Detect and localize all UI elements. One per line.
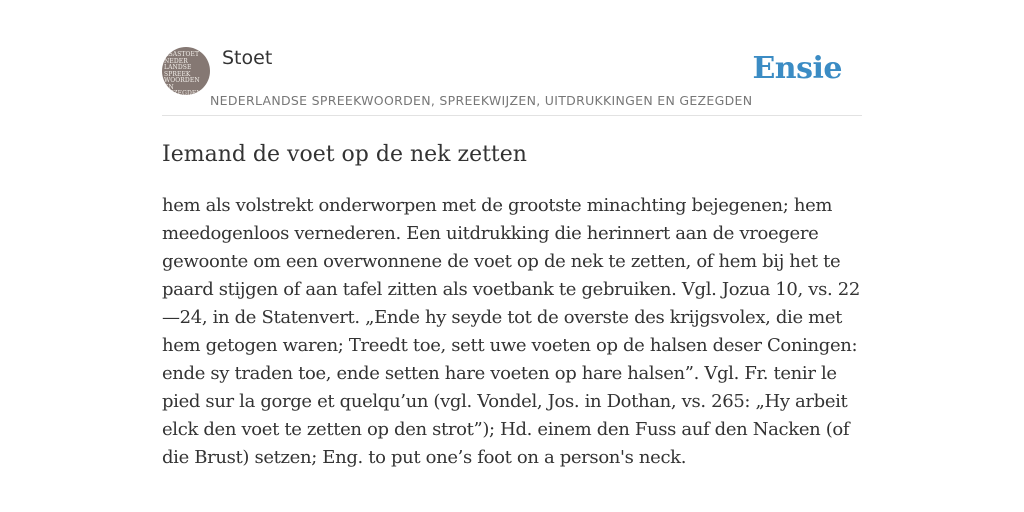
brand-logo[interactable]: Ensie — [752, 51, 842, 86]
avatar[interactable] — [162, 47, 210, 95]
avatar-cover-text: KSASTOET NEDER LANDSE SPREEK WOORDEN EN GEZEGDEN — [164, 51, 202, 95]
entry-title: Iemand de voet op de nek zetten — [162, 142, 527, 167]
source-subtitle[interactable]: NEDERLANDSE SPREEKWOORDEN, SPREEKWIJZEN, UITDRUKKINGEN EN GEZEGDEN — [210, 93, 753, 108]
entry-definition: hem als volstrekt onderworpen met de grootste minachting bejegenen; hem meedogenloos vernederen. Een uitdrukking die herinnert aan de vroegere gewoonte om een overwonnene de voet op de nek te zetten, of hem bij het te paard stijgen of aan tafel zitten als voetbank te gebruiken. Vgl. Jozua 10, vs. 22—24, in de Statenvert. „Ende hy seyde tot de overste des krijgsvolex, die met hem getogen waren; Treedt toe, sett uwe voeten op de halsen deser Coningen: ende sy traden toe, ende setten hare voeten op hare halsen”. Vgl. Fr. tenir le pied sur la gorge et quelqu’un (vgl. Vondel, Jos. in Dothan, vs. 265: „Hy arbeit elck den voet te zetten op den strot”); Hd. einem den Fuss auf den Nacken (of die Brust) setzen; Eng. to put one’s foot on a person's neck. — [162, 195, 860, 468]
header-divider — [162, 115, 862, 116]
author-name[interactable]: Stoet — [222, 47, 273, 69]
